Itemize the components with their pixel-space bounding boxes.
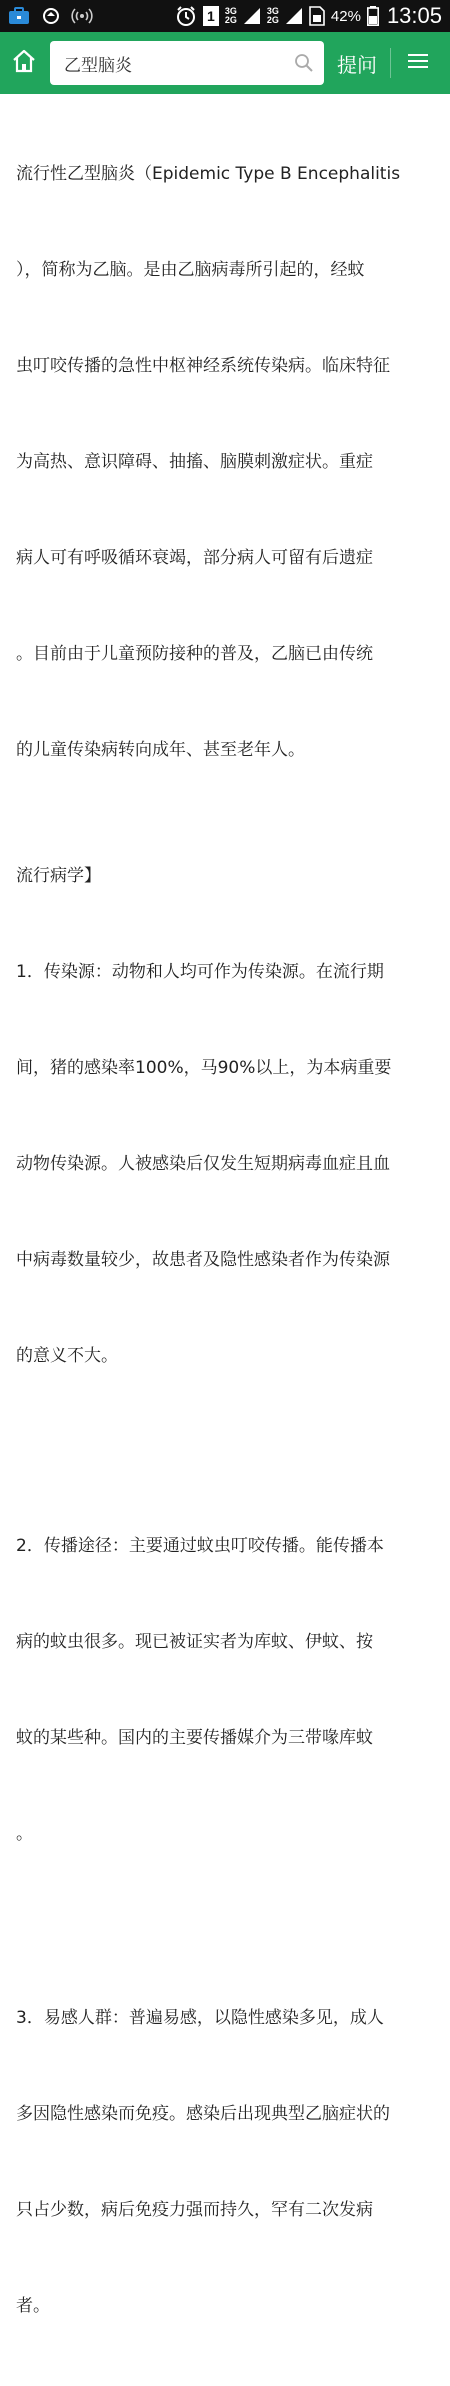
intro-paragraph <box>16 94 436 830</box>
text-line: 3．易感人群：普遍易感，以隐性感染多见，成人 <box>16 2008 384 2028</box>
text-line: 病人可有呼吸循环衰竭，部分病人可留有后遗症 <box>16 548 373 568</box>
text-line: 中病毒数量较少，故患者及隐性感染者作为传染源 <box>16 1250 390 1270</box>
ask-question-button[interactable]: 提问 <box>337 52 377 77</box>
item-transmission-route <box>16 1466 436 1914</box>
hotspot-icon <box>72 7 92 25</box>
network-type-top: 3G <box>224 6 237 16</box>
text-line: 者。 <box>16 2296 50 2316</box>
status-bar <box>0 0 450 32</box>
signal-icon-2 <box>285 7 303 25</box>
search-header <box>0 32 450 94</box>
text-line: ），简称为乙脑。是由乙脑病毒所引起的，经蚊 <box>16 260 365 280</box>
text-line: 只占少数，病后免疫力强而持久，罕有二次发病 <box>16 2200 373 2220</box>
text-line: 。目前由于儿童预防接种的普及，乙脑已由传统 <box>16 644 373 664</box>
sim-badge-text: 1 <box>206 8 215 24</box>
network-type-1 <box>225 7 237 25</box>
signal-icon <box>243 7 261 25</box>
text-line: 间，猪的感染率100%，马90%以上，为本病重要 <box>16 1058 392 1078</box>
text-line: 。 <box>16 1824 33 1844</box>
section-heading: 流行病学】 <box>16 866 101 886</box>
text-line: 动物传染源。人被感染后仅发生短期病毒血症且血 <box>16 1154 390 1174</box>
search-box[interactable] <box>50 41 324 85</box>
battery-icon <box>367 6 379 26</box>
network-type-bottom: 2G <box>224 15 237 25</box>
text-line: 多因隐性感染而免疫。感染后出现典型乙脑症状的 <box>16 2104 390 2124</box>
sim-badge <box>203 6 219 26</box>
battery-percent: 42% <box>330 7 361 25</box>
menu-button[interactable] <box>390 48 444 78</box>
alarm-icon <box>175 5 197 27</box>
status-icons-right <box>175 3 442 29</box>
text-line: 的儿童传染病转向成年、甚至老年人。 <box>16 740 305 760</box>
sim-card-icon <box>309 6 325 26</box>
search-input[interactable] <box>64 53 294 73</box>
network-type-2 <box>267 7 279 25</box>
text-line: 流行性乙型脑炎（Epidemic Type B Encephalitis <box>16 164 401 184</box>
home-icon <box>11 49 37 77</box>
briefcase-icon <box>8 7 30 25</box>
clock: 13:05 <box>386 3 442 28</box>
status-icons-left <box>8 7 92 25</box>
text-line: 为高热、意识障碍、抽搐、脑膜刺激症状。重症 <box>16 452 373 472</box>
text-line: 病的蚊虫很多。现已被证实者为库蚊、伊蚊、按 <box>16 1632 373 1652</box>
text-line: 虫叮咬传播的急性中枢神经系统传染病。临床特征 <box>16 356 390 376</box>
data-saver-icon <box>42 7 60 25</box>
network-type-bottom-2: 2G <box>266 15 279 25</box>
network-type-top-2: 3G <box>266 6 279 16</box>
item-susceptible-population <box>16 1938 436 2386</box>
search-icon[interactable] <box>294 53 314 73</box>
text-line: 1．传染源：动物和人均可作为传染源。在流行期 <box>16 962 384 982</box>
item-transmission-source <box>16 892 436 1436</box>
home-button[interactable] <box>0 32 48 94</box>
text-line: 蚊的某些种。国内的主要传播媒介为三带喙库蚊 <box>16 1728 373 1748</box>
menu-icon <box>407 52 429 74</box>
article-body <box>0 94 450 2316</box>
text-line: 2．传播途径：主要通过蚊虫叮咬传播。能传播本 <box>16 1536 384 1556</box>
text-line: 的意义不大。 <box>16 1346 118 1366</box>
